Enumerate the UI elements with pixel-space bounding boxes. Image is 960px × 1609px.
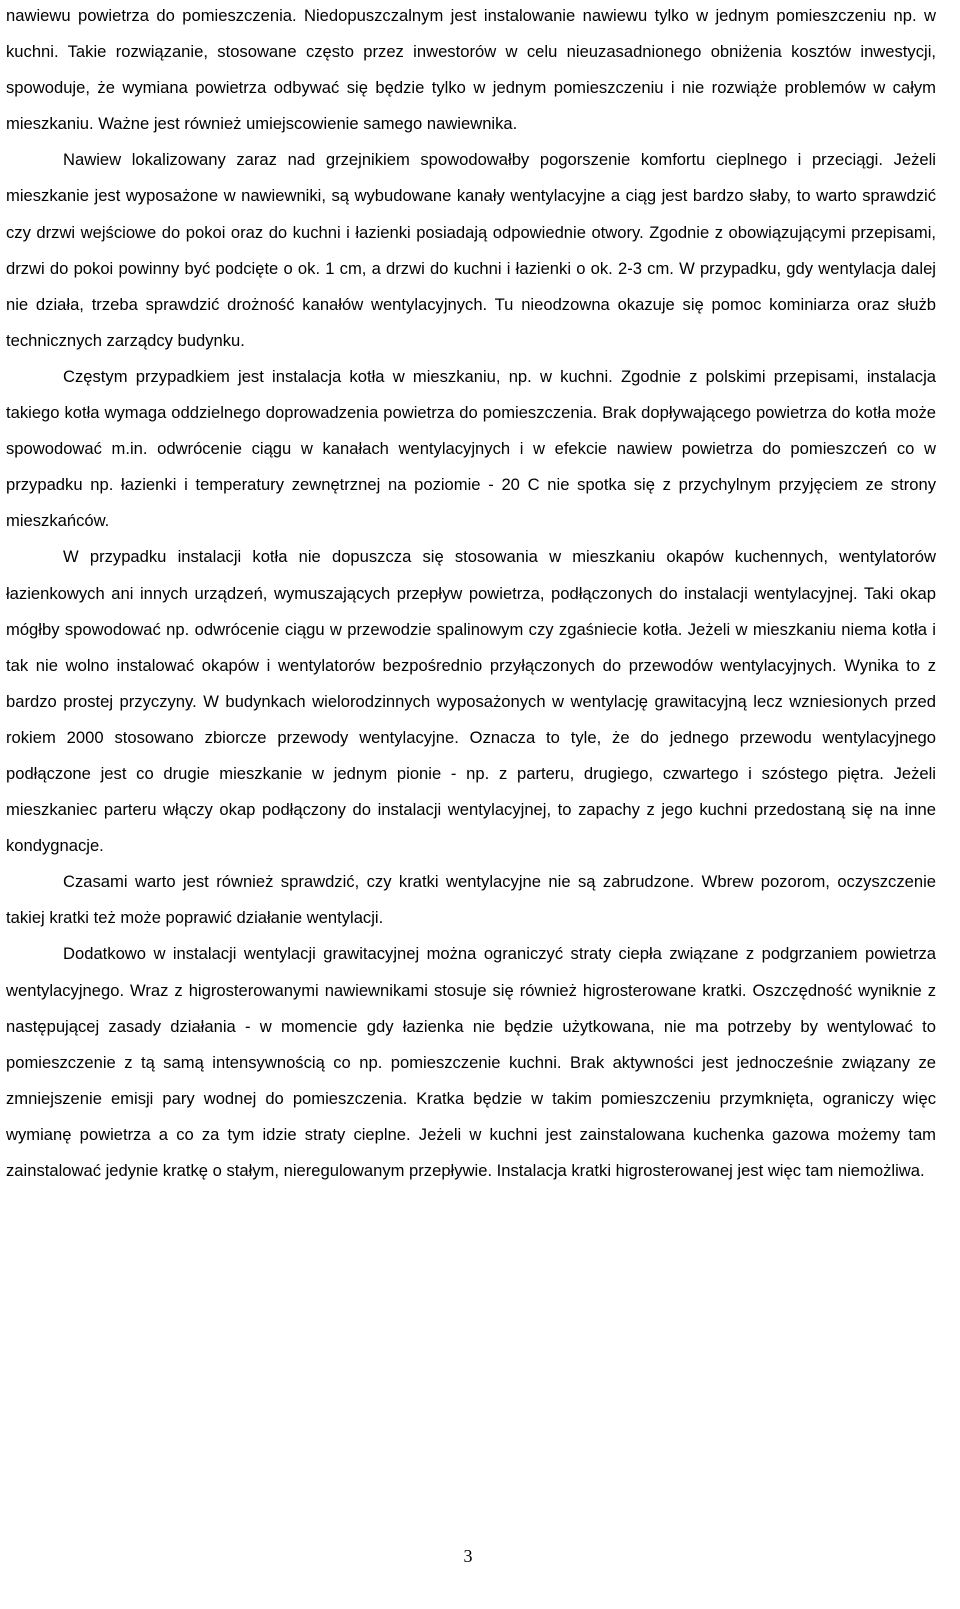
paragraph-boiler-installation: Częstym przypadkiem jest instalacja kotła w mieszkaniu, np. w kuchni. Zgodnie z polskimi przepisami, instalacja takiego kotła wymaga oddzielnego doprowadzenia powietrza do pomieszczenia. Brak dopływającego powietrza do kotła może spowodować m.in. odwrócenie ciągu w kanałach wentylacyjnych i w efekcie nawiew powietrza do pomieszczeń co w przypadku np. łazienki i temperatury zewnętrznej na poziomie - 20 C nie spotka się z przychylnym przyjęciem ze strony mieszkańców.: [6, 366, 936, 531]
paragraph-grille-cleaning: Czasami warto jest również sprawdzić, czy kratki wentylacyjne nie są zabrudzone. Wbrew pozorom, oczyszczenie takiej kratki też może poprawić działanie wentylacji.: [6, 872, 936, 928]
paragraph-air-intake-location: Nawiew lokalizowany zaraz nad grzejnikiem spowodowałby pogorszenie komfortu cieplnego i przeciągi. Jeżeli mieszkanie jest wyposażone w nawiewniki, są wybudowane kanały wentylacyjne a ciąg jest bardzo słaby, to warto sprawdzić czy drzwi wejściowe do pokoi oraz do kuchni i łazienki posiadają odpowiednie otwory. Zgodnie z obowiązującymi przepisami, drzwi do pokoi powinny być podcięte o ok. 1 cm, a drzwi do kuchni i łazienki o ok. 2-3 cm. W przypadku, gdy wentylacja dalej nie działa, trzeba sprawdzić drożność kanałów wentylacyjnych. Tu nieodzowna okazuje się pomoc kominiarza oraz służb technicznych zarządcy budynku.: [6, 150, 936, 350]
paragraph-hygro-grilles: Dodatkowo w instalacji wentylacji grawitacyjnej można ograniczyć straty ciepła związane z podgrzaniem powietrza wentylacyjnego. Wraz z higrosterowanymi nawiewnikami stosuje się również higrosterowane kratki. Oszczędność wyniknie z następującej zasady działania - w momencie gdy łazienka nie będzie użytkowana, nie ma potrzeby by wentylować to pomieszczenie z tą samą intensywnością co np. pomieszczenie kuchni. Brak aktywności jest jednocześnie związany ze zmniejszenie emisji pary wodnej do pomieszczenia. Kratka będzie w takim pomieszczeniu przymknięta, ograniczy więc wymianę powietrza a co za tym idzie straty cieplne. Jeżeli w kuchni jest zainstalowana kuchenka gazowa możemy tam zainstalować jedynie kratkę o stałym, nieregulowanym przepływie. Instalacja kratki higrosterowanej jest więc tam niemożliwa.: [6, 944, 936, 1180]
body-text: [6, 0, 936, 1189]
paragraph-continuation: nawiewu powietrza do pomieszczenia. Niedopuszczalnym jest instalowanie nawiewu tylko w jednym pomieszczeniu np. w kuchni. Takie rozwiązanie, stosowane często przez inwestorów w celu nieuzasadnionego obniżenia kosztów inwestycji, spowoduje, że wymiana powietrza odbywać się będzie tylko w jednym pomieszczeniu i nie rozwiąże problemów w całym mieszkaniu. Ważne jest również umiejscowienie samego nawiewnika.: [6, 6, 936, 134]
paragraph-hoods-and-fans: W przypadku instalacji kotła nie dopuszcza się stosowania w mieszkaniu okapów kuchennych, wentylatorów łazienkowych ani innych urządzeń, wymuszających przepływ powietrza, podłączonych do instalacji wentylacyjnej. Taki okap mógłby spowodować np. odwrócenie ciągu w przewodzie spalinowym czy zgaśniecie kotła. Jeżeli w mieszkaniu niema kotła i tak nie wolno instalować okapów i wentylatorów bezpośrednio przyłączonych do przewodów wentylacyjnych. Wynika to z bardzo prostej przyczyny. W budynkach wielorodzinnych wyposażonych w wentylację grawitacyjną lecz wzniesionych przed rokiem 2000 stosowano zbiorcze przewody wentylacyjne. Oznacza to tyle, że do jednego przewodu wentylacyjnego podłączone jest co drugie mieszkanie w jednym pionie - np. z parteru, drugiego, czwartego i szóstego piętra. Jeżeli mieszkaniec parteru włączy okap podłączony do instalacji wentylacyjnej, to zapachy z jego kuchni przedostaną się na inne kondygnacje.: [6, 547, 936, 856]
page-number: 3: [463, 1546, 473, 1566]
